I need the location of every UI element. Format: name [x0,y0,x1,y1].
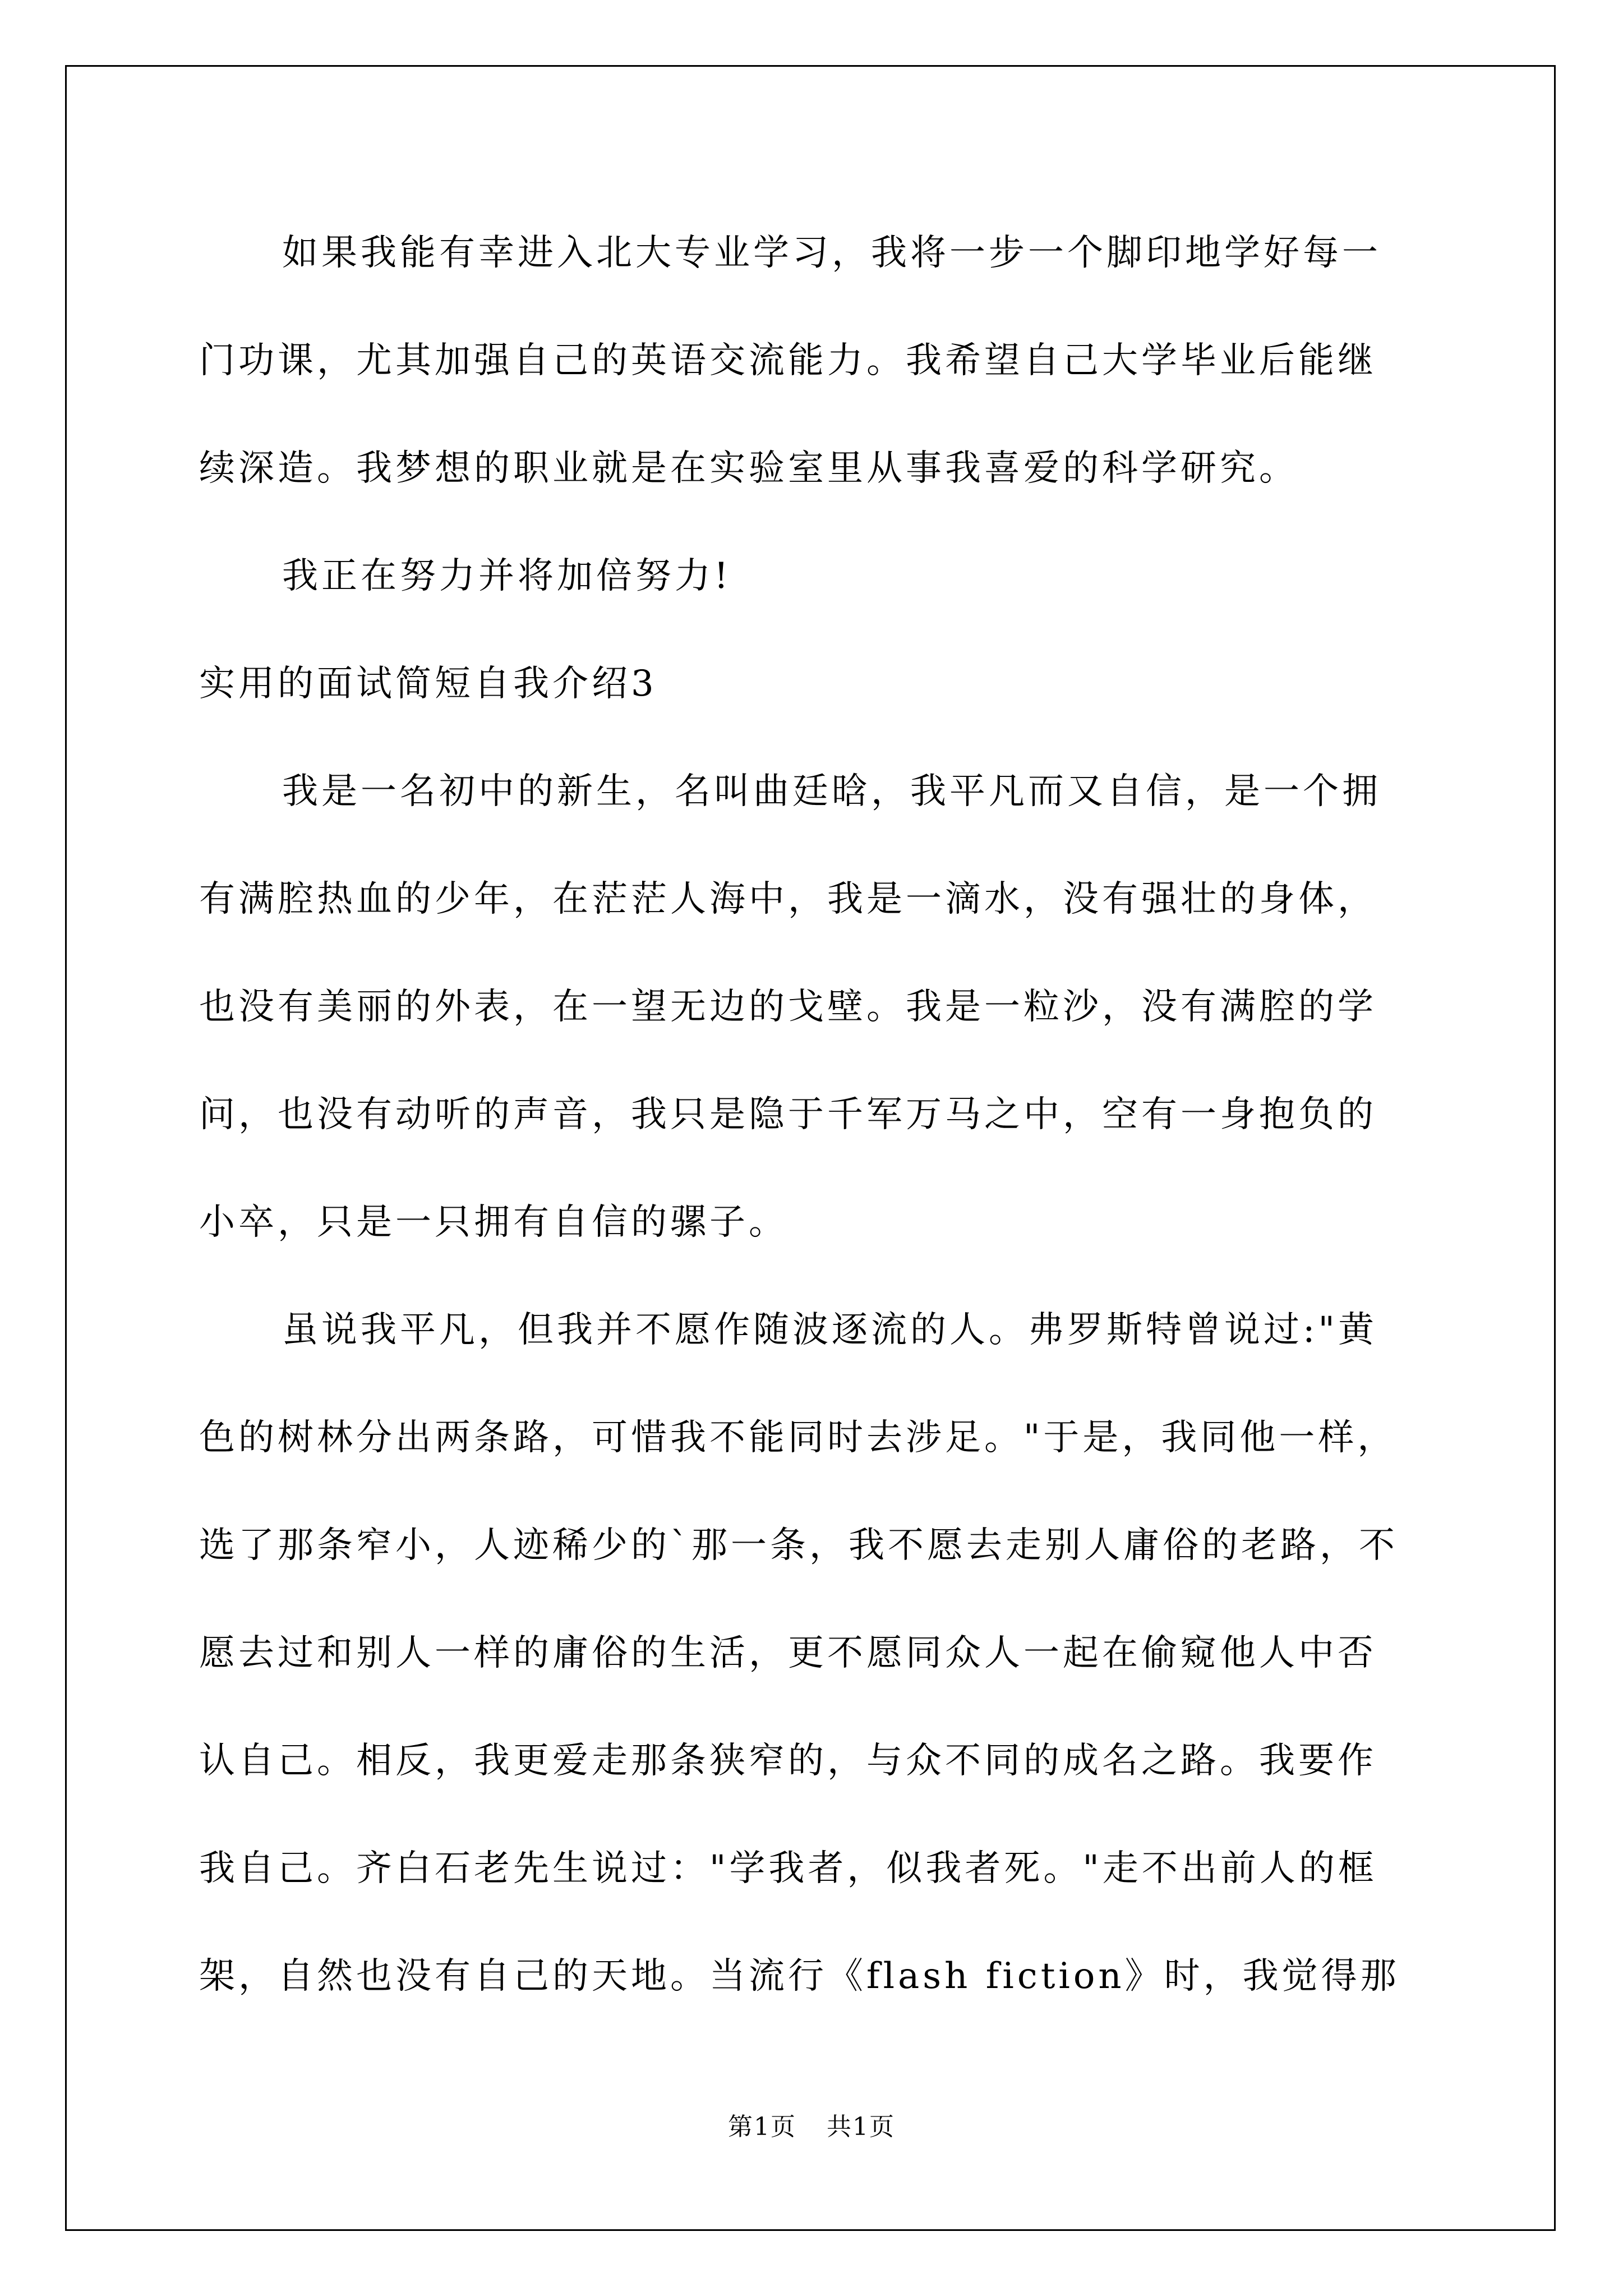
paragraph-line: 认自己。相反，我更爱走那条狭窄的，与众不同的成名之路。我要作 [199,1740,1377,1782]
paragraph-line: 我是一名初中的新生，名叫曲廷晗，我平凡而又自信，是一个拥 [282,771,1381,812]
paragraph-line: 如果我能有幸进入北大专业学习，我将一步一个脚印地学好每一 [282,232,1381,274]
document-body [199,199,1433,2030]
paragraph-line: 小卒，只是一只拥有自信的骡子。 [199,1202,788,1243]
section-heading: 实用的面试简短自我介绍3 [199,663,657,705]
paragraph-line: 门功课，尤其加强自己的英语交流能力。我希望自己大学毕业后能继 [199,340,1377,381]
page-footer [0,2106,1623,2142]
paragraph-line: 问，也没有动听的声音，我只是隐于千军万马之中，空有一身抱负的 [199,1094,1377,1135]
paragraph-line: 也没有美丽的外表，在一望无边的戈壁。我是一粒沙，没有满腔的学 [199,986,1377,1028]
paragraph-line: 有满腔热血的少年，在茫茫人海中，我是一滴水，没有强壮的身体， [199,878,1377,920]
paragraph-line: 色的树林分出两条路，可惜我不能同时去涉足。"于是，我同他一样， [199,1417,1397,1458]
paragraph-line: 架，自然也没有自己的天地。当流行《flash fiction》时，我觉得那 [199,1955,1400,1997]
paragraph-line: 选了那条窄小，人迹稀少的`那一条，我不愿去走别人庸俗的老路，不 [199,1525,1398,1566]
paragraph-line: 我自己。齐白石老先生说过："学我者，似我者死。"走不出前人的框 [199,1848,1377,1889]
paragraph-line: 虽说我平凡，但我并不愿作随波逐流的人。弗罗斯特曾说过:"黄 [282,1309,1377,1351]
paragraph-line: 续深造。我梦想的职业就是在实验室里从事我喜爱的科学研究。 [199,448,1298,489]
paragraph-line: 愿去过和别人一样的庸俗的生活，更不愿同众人一起在偷窥他人中否 [199,1632,1377,1674]
paragraph-line: 我正在努力并将加倍努力! [282,555,732,597]
page-number-current: 第1页 [728,2113,796,2141]
page-number-total: 共1页 [827,2113,895,2141]
